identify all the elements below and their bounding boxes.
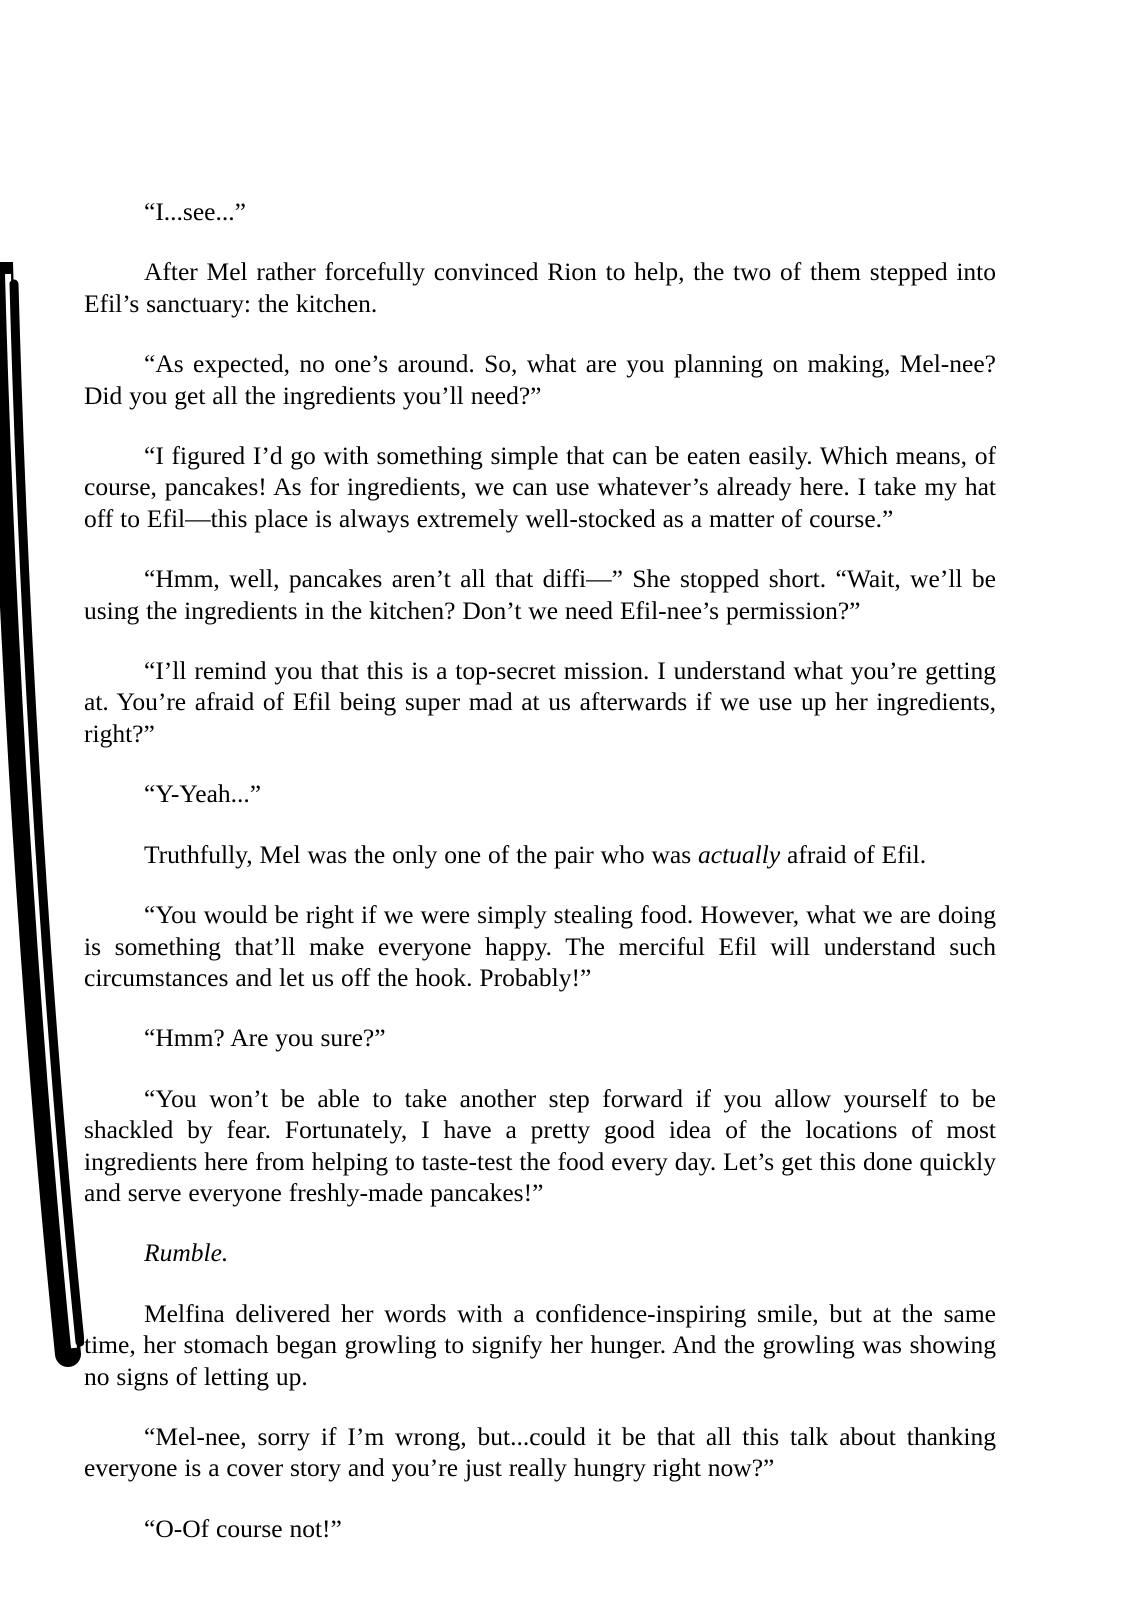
paragraph: [84, 1083, 996, 1209]
text-run: “You won’t be able to take another step forward if you allow yourself to be shackled by fear. Fortunately, I have a pretty good idea of the locations of most ingredients here from helping to taste-test the food every day. Let’s get this done quickly and serve everyone freshly-made pancakes!”: [84, 1083, 996, 1207]
text-run: “Hmm, well, pancakes aren’t all that diffi—” She stopped short. “Wait, we’ll be using the ingredients in the kitchen? Don’t we need Efil-nee’s permission?”: [84, 564, 996, 625]
decorative-frame-left: [0, 262, 84, 1372]
text-run: Melfina delivered her words with a confidence-inspiring smile, but at the same time, her stomach began growling to signify her hunger. And the growling was showing no signs of letting up.: [84, 1298, 996, 1391]
text-run: “You would be right if we were simply stealing food. However, what we are doing is something that’ll make everyone happy. The merciful Efil will understand such circumstances and let us off the hook. Probably!”: [84, 900, 996, 992]
paragraph: [84, 778, 996, 809]
text-run: “Mel-nee, sorry if I’m wrong, but...could it be that all this talk about thanking everyone is a cover story and you’re just really hungry right now?”: [84, 1421, 996, 1483]
emphasis-text: actually: [698, 839, 781, 869]
text-run: afraid of Efil.: [780, 839, 927, 869]
text-run: “O-Of course not!”: [144, 1513, 342, 1543]
paragraph: [84, 196, 996, 227]
text-run: “I figured I’d go with something simple that can be eaten easily. Which means, of course, pancakes! As for ingredients, we can use whatever’s already here. I take my hat off to Efil—this place is always extremely well-stocked as a matter of course.”: [84, 441, 996, 533]
emphasis-text: Rumble.: [144, 1238, 229, 1268]
paragraph: [84, 899, 996, 993]
paragraph: [84, 256, 996, 319]
text-run: “I...see...”: [144, 197, 246, 226]
paragraph: [84, 839, 996, 870]
paragraph: [84, 440, 996, 534]
paragraph: [84, 1298, 996, 1392]
paragraph: [84, 348, 996, 411]
text-run: “Y-Yeah...”: [144, 779, 262, 809]
paragraph: [84, 1513, 996, 1544]
body-text-column: [84, 196, 996, 1544]
text-run: “As expected, no one’s around. So, what are you planning on making, Mel-nee? Did you get all the ingredients you’ll need?”: [84, 349, 996, 410]
paragraph: [84, 563, 996, 626]
paragraph: [84, 1022, 996, 1053]
text-run: After Mel rather forcefully convinced Rion to help, the two of them stepped into Efil’s sanctuary: the kitchen.: [84, 257, 996, 318]
paragraph: [84, 1421, 996, 1484]
decorative-ornament-top: [0, 0, 1125, 72]
text-run: Truthfully, Mel was the only one of the pair who was: [144, 839, 699, 869]
paragraph: [84, 1237, 996, 1268]
text-run: “Hmm? Are you sure?”: [144, 1023, 386, 1053]
text-run: “I’ll remind you that this is a top-secret mission. I understand what you’re getting at. You’re afraid of Efil being super mad at us afterwards if we use up her ingredients, right?”: [84, 656, 996, 748]
paragraph: [84, 655, 996, 749]
